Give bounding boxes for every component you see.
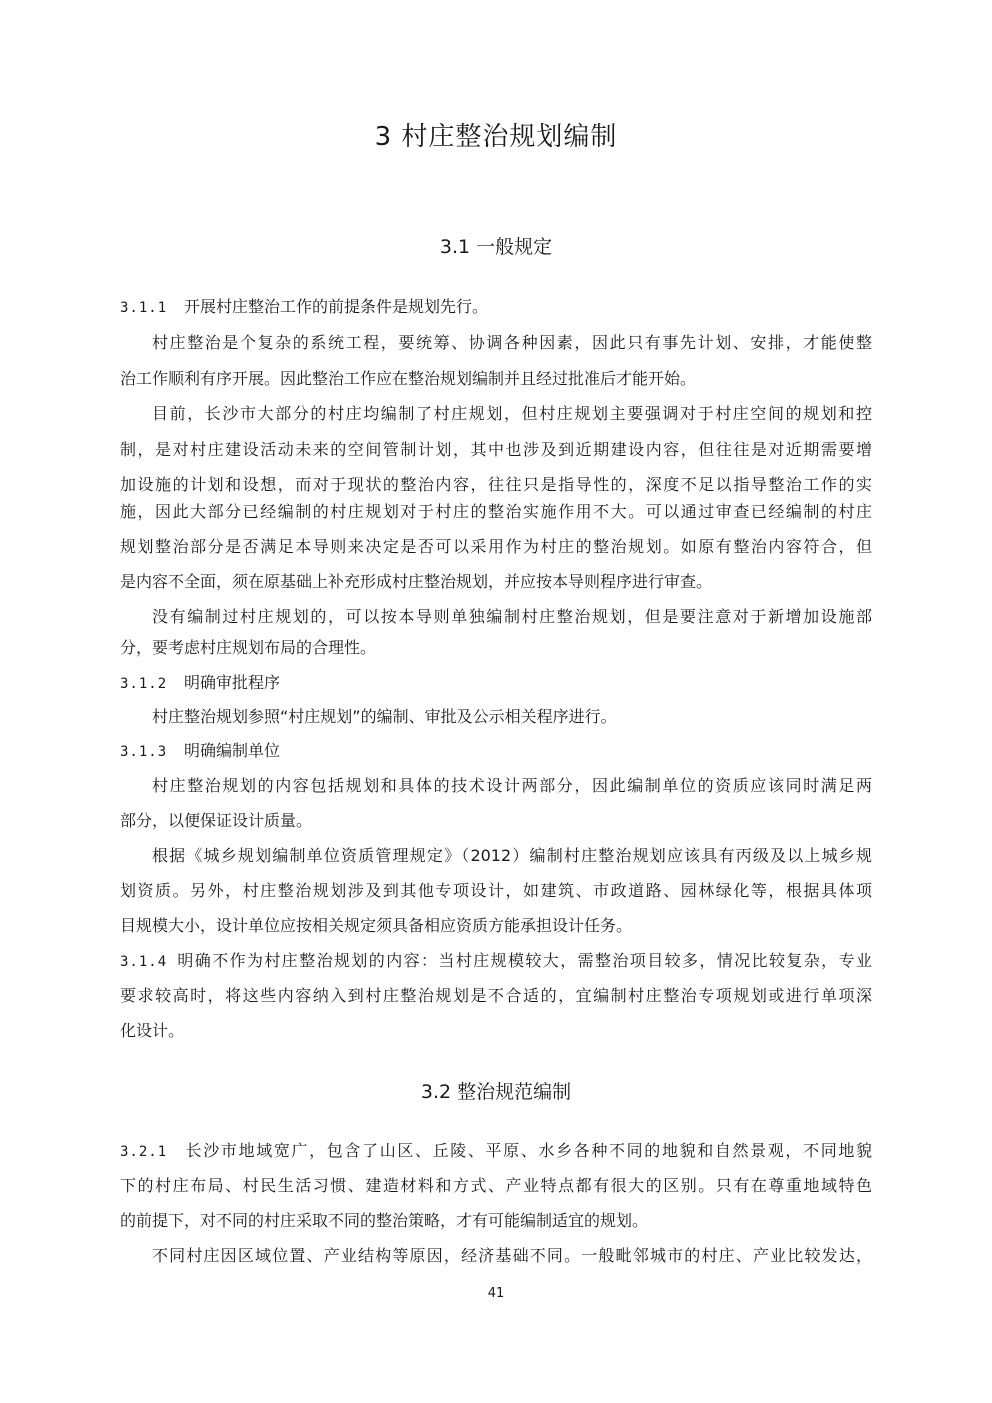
paragraph-line: 制，是对村庄建设活动未来的空间管制计划，其中也涉及到近期建设内容，但往往是对近期需要增 — [120, 440, 872, 459]
paragraph-line: 化设计。 — [120, 1021, 185, 1040]
clause-3-1-1 — [120, 297, 872, 318]
paragraph-line: 不同村庄因区域位置、产业结构等原因，经济基础不同。一般毗邻城市的村庄、产业比较发达， — [152, 1246, 872, 1265]
paragraph-line: 规划整治部分是否满足本导则来决定是否可以采用作为村庄的整治规划。如原有整治内容符合，但 — [120, 537, 872, 556]
clause-number: 3.1.2 — [120, 676, 168, 692]
paragraph-line: 施，因此大部分已经编制的村庄规划对于村庄的整治实施作用不大。可以通过审查已经编制的村庄 — [120, 502, 872, 521]
paragraph-line: 村庄整治是个复杂的系统工程，要统筹、协调各种因素，因此只有事先计划、安排，才能使整 — [152, 333, 872, 352]
paragraph-line: 下的村庄布局、村民生活习惯、建造材料和方式、产业特点都有很大的区别。只有在尊重地域特色 — [120, 1176, 872, 1195]
section-title-3-1: 3.1 一般规定 — [439, 236, 553, 258]
clause-3-1-2 — [120, 673, 872, 694]
page-number: 41 — [487, 1286, 505, 1301]
paragraph-line: 分，要考虑村庄规划布局的合理性。 — [120, 638, 377, 657]
chapter-title: 3 村庄整治规划编制 — [374, 122, 618, 152]
clause-text: 长沙市地域宽广，包含了山区、丘陵、平原、水乡各种不同的地貌和自然景观，不同地貌 — [184, 1141, 872, 1160]
clause-3-1-4 — [120, 951, 872, 972]
paragraph-line: 治工作顺利有序开展。因此整治工作应在整治规划编制并且经过批准后才能开始。 — [120, 369, 697, 388]
paragraph-line: 村庄整治规划的内容包括规划和具体的技术设计两部分，因此编制单位的资质应该同时满足两 — [152, 776, 872, 795]
paragraph-line: 划资质。另外，村庄整治规划涉及到其他专项设计，如建筑、市政道路、园林绿化等，根据具体项 — [120, 881, 872, 900]
paragraph-line: 村庄整治规划参照“村庄规划”的编制、审批及公示相关程序进行。 — [152, 707, 617, 726]
paragraph-line: 部分，以便保证设计质量。 — [120, 811, 313, 830]
clause-3-1-3 — [120, 741, 872, 762]
clause-text: 明确编制单位 — [184, 741, 281, 760]
paragraph-line: 是内容不全面，须在原基础上补充形成村庄整治规划，并应按本导则程序进行审查。 — [120, 572, 713, 591]
paragraph-line: 的前提下，对不同的村庄采取不同的整治策略，才有可能编制适宜的规划。 — [120, 1211, 649, 1230]
clause-text: 明确不作为村庄整治规划的内容：当村庄规模较大，需整治项目较多，情况比较复杂，专业 — [176, 951, 872, 970]
clause-number: 3.1.4 — [120, 954, 168, 970]
clause-text: 明确审批程序 — [184, 673, 281, 692]
clause-number: 3.2.1 — [120, 1144, 168, 1160]
paragraph-line: 目前，长沙市大部分的村庄均编制了村庄规划，但村庄规划主要强调对于村庄空间的规划和控 — [152, 404, 872, 423]
clause-text: 开展村庄整治工作的前提条件是规划先行。 — [184, 297, 489, 316]
paragraph-line: 目规模大小，设计单位应按相关规定须具备相应资质方能承担设计任务。 — [120, 916, 633, 935]
paragraph-line: 加设施的计划和设想，而对于现状的整治内容，往往只是指导性的，深度不足以指导整治工作的实 — [120, 475, 872, 494]
clause-number: 3.1.1 — [120, 300, 168, 316]
clause-3-2-1 — [120, 1141, 872, 1162]
paragraph-line: 要求较高时，将这些内容纳入到村庄整治规划是不合适的，宜编制村庄整治专项规划或进行单项深 — [120, 986, 872, 1005]
section-title-3-2: 3.2 整治规范编制 — [420, 1081, 572, 1103]
clause-number: 3.1.3 — [120, 744, 168, 760]
paragraph-line: 根据《城乡规划编制单位资质管理规定》（2012）编制村庄整治规划应该具有丙级及以上城乡规 — [152, 846, 872, 865]
paragraph-line: 没有编制过村庄规划的，可以按本导则单独编制村庄整治规划，但是要注意对于新增加设施部 — [152, 607, 872, 626]
